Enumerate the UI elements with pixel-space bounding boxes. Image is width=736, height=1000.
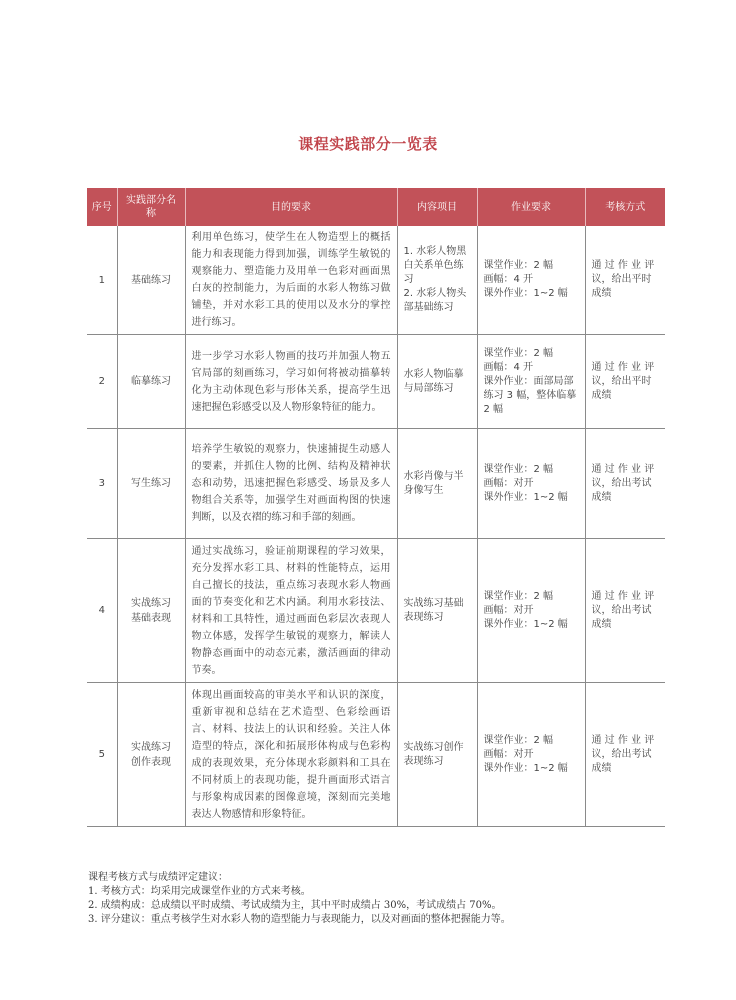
cell-seq: 1: [87, 226, 117, 335]
table-row: [87, 335, 665, 429]
cell-name: 实战练习 创作表现: [117, 683, 185, 827]
cell-goal: 培养学生敏锐的观察力，快速捕捉生动感人的要素，并抓住人物的比例、结构及精神状态和动势，迅速把握色彩感受、场景及多人物组合关系等，加强学生对画面构图的快速判断，以及衣褶的练习和手部的刻画。: [185, 429, 397, 539]
assessment-notes: [88, 871, 708, 927]
header-seq: 序号: [87, 188, 117, 226]
notes-item: 1. 考核方式：均采用完成课堂作业的方式来考核。: [88, 886, 311, 897]
cell-assess: 通 过 作 业 评议，给出平时成绩: [585, 335, 665, 429]
cell-name: 临摹练习: [117, 335, 185, 429]
cell-work: 课堂作业：2 幅 画幅：对开 课外作业：1~2 幅: [477, 429, 585, 539]
notes-item: 2. 成绩构成：总成绩以平时成绩、考试成绩为主，其中平时成绩占 30%，考试成绩占 70%。: [88, 900, 502, 911]
cell-goal: 通过实战练习，验证前期课程的学习效果，充分发挥水彩工具、材料的性能特点，运用自己擅长的技法，重点练习表现水彩人物画面的节奏变化和艺术内涵。利用水彩技法、材料和工具特性，通过画面色彩层次表现人物立体感，发挥学生敏锐的观察力，解读人物静态画面中的动态元素，激活画面的律动节奏。: [185, 539, 397, 683]
cell-content: 实战练习基础表现练习: [397, 539, 477, 683]
header-assess: 考核方式: [585, 188, 665, 226]
header-content: 内容项目: [397, 188, 477, 226]
cell-seq: 4: [87, 539, 117, 683]
cell-seq: 5: [87, 683, 117, 827]
cell-work: 课堂作业：2 幅 画幅：4 开 课外作业：1~2 幅: [477, 226, 585, 335]
cell-name: 写生练习: [117, 429, 185, 539]
cell-assess: 通 过 作 业 评议，给出考试成绩: [585, 429, 665, 539]
cell-content: 1. 水彩人物黑白关系单色练习 2. 水彩人物头部基础练习: [397, 226, 477, 335]
cell-name: 实战练习 基础表现: [117, 539, 185, 683]
header-name: 实践部分名称: [117, 188, 185, 226]
cell-goal: 利用单色练习，使学生在人物造型上的概括能力和表现能力得到加强，训练学生敏锐的观察能力、塑造能力及用单一色彩对画面黑白灰的控制能力，为后面的水彩人物练习做铺垫，并对水彩工具的使用以及水分的掌控进行练习。: [185, 226, 397, 335]
cell-assess: 通 过 作 业 评议，给出考试成绩: [585, 683, 665, 827]
cell-goal: 体现出画面较高的审美水平和认识的深度，重新审视和总结在艺术造型、色彩绘画语言、材料、技法上的认识和经验。关注人体造型的特点，深化和拓展形体构成与色彩构成的表现效果，充分体现水彩颜料和工具在不同材质上的表现功能，提升画面形式语言与形象构成因素的图像意境，深刻而完美地表达人物感情和形象特征。: [185, 683, 397, 827]
cell-content: 实战练习创作表现练习: [397, 683, 477, 827]
cell-work: 课堂作业：2 幅 画幅：对开 课外作业：1~2 幅: [477, 683, 585, 827]
cell-work: 课堂作业：2 幅 画幅：对开 课外作业：1~2 幅: [477, 539, 585, 683]
cell-assess: 通 过 作 业 评议，给出考试成绩: [585, 539, 665, 683]
table-row: [87, 226, 665, 335]
cell-assess: 通 过 作 业 评议，给出平时成绩: [585, 226, 665, 335]
notes-heading: 课程考核方式与成绩评定建议：: [88, 872, 228, 883]
cell-seq: 2: [87, 335, 117, 429]
header-work: 作业要求: [477, 188, 585, 226]
table-row: [87, 429, 665, 539]
table-row: [87, 683, 665, 827]
page-title: 课程实践部分一览表: [298, 135, 438, 153]
notes-item: 3. 评分建议：重点考核学生对水彩人物的造型能力与表现能力，以及对画面的整体把握能力等。: [88, 914, 511, 925]
table-row: [87, 539, 665, 683]
cell-content: 水彩肖像与半身像写生: [397, 429, 477, 539]
table-header-row: [87, 188, 665, 226]
cell-name: 基础练习: [117, 226, 185, 335]
cell-goal: 进一步学习水彩人物画的技巧并加强人物五官局部的刻画练习，学习如何将被动描摹转化为主动体现色彩与形体关系，提高学生迅速把握色彩感受以及人物形象特征的能力。: [185, 335, 397, 429]
cell-content: 水彩人物临摹与局部练习: [397, 335, 477, 429]
header-goal: 目的要求: [185, 188, 397, 226]
course-practice-table: [87, 188, 665, 827]
cell-seq: 3: [87, 429, 117, 539]
cell-work: 课堂作业：2 幅 画幅：4 开 课外作业：面部局部练习 3 幅，整体临摹 2 幅: [477, 335, 585, 429]
